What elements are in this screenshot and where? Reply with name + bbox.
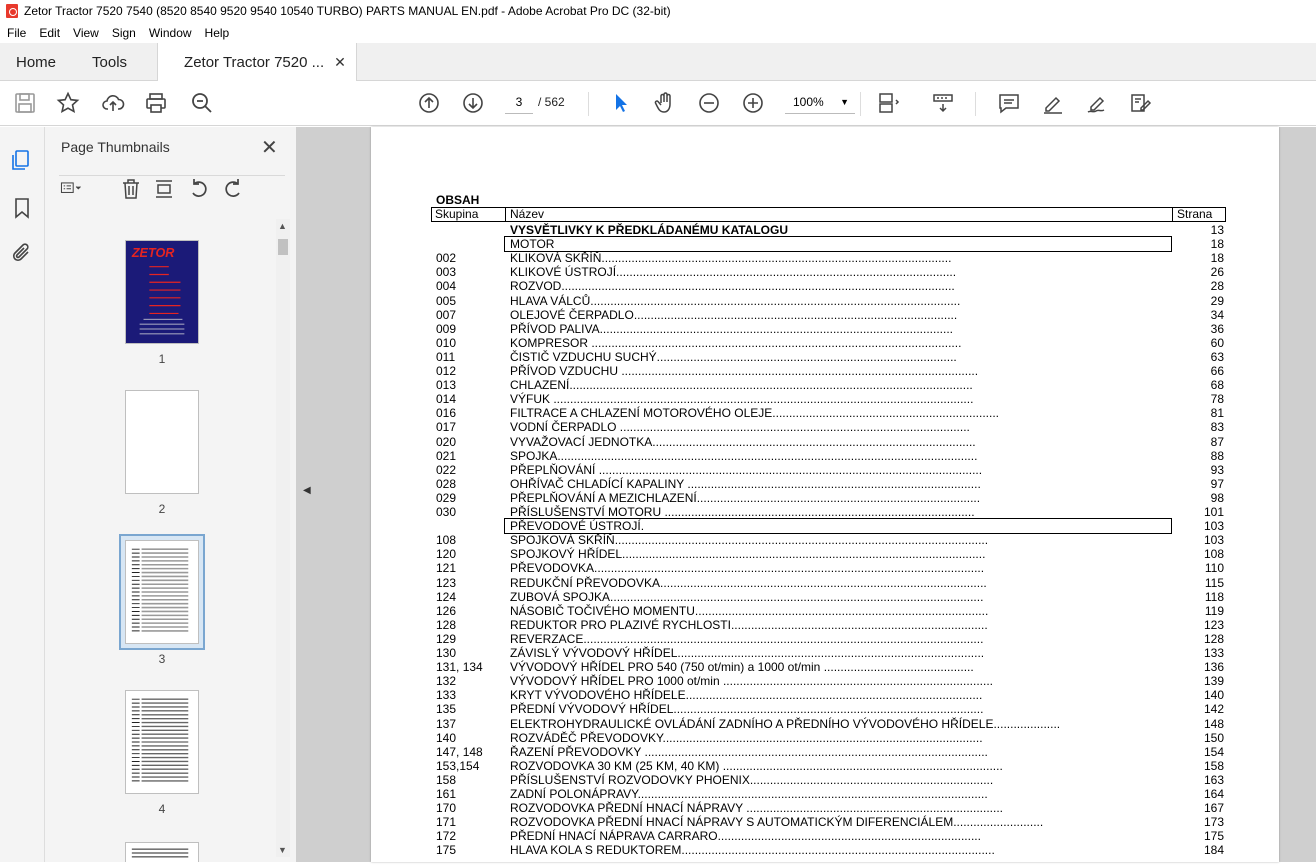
delete-trash-icon[interactable] [120, 178, 142, 200]
row-page-number: 103 [1203, 533, 1224, 548]
row-group-code: 132 [436, 674, 457, 689]
thumbnail-label: 2 [158, 502, 166, 516]
row-section-name: OHŘÍVAČ CHLADÍCÍ KAPALINY ........................................................................................ [510, 476, 981, 491]
table-row [431, 350, 1226, 364]
row-group-code: 126 [436, 603, 457, 618]
col-group-header: Skupina [435, 207, 479, 221]
table-row [431, 646, 1226, 660]
row-page-number: 13 [1210, 223, 1224, 237]
row-group-code: 123 [436, 575, 457, 590]
row-page-number: 173 [1203, 815, 1224, 830]
row-page-number: 34 [1210, 307, 1224, 322]
table-row [431, 237, 1226, 251]
rotate-clockwise-icon[interactable] [222, 178, 244, 200]
row-page-number: 133 [1203, 646, 1224, 660]
row-group-code: 128 [436, 617, 457, 632]
row-section-name: VÝVODOVÝ HŘÍDEL PRO 1000 ot/min ................................................................................. [510, 674, 994, 689]
table-row [431, 801, 1226, 815]
panel-title: Page Thumbnails [61, 139, 170, 155]
row-page-number: 26 [1210, 265, 1224, 280]
upload-cloud-icon[interactable] [100, 90, 126, 116]
row-section-name: KLIKOVÉ ÚSTROJÍ...................................................................................................... [510, 265, 957, 280]
column-divider [1172, 208, 1173, 221]
row-section-name: ZUBOVÁ SPOJKA................................................................................................................ [510, 589, 984, 604]
row-section-name: VÝFUK .............................................................................................................................. [510, 392, 974, 407]
table-row [431, 223, 1226, 237]
comment-icon[interactable] [996, 90, 1022, 116]
previous-page-icon[interactable] [416, 90, 442, 116]
row-page-number: 97 [1210, 476, 1224, 491]
toc-heading: OBSAH [436, 193, 480, 207]
edit-stamp-icon[interactable] [1128, 90, 1154, 116]
row-section-name: FILTRACE A CHLAZENÍ MOTOROVÉHO OLEJE.................................................................... [510, 406, 999, 421]
scroll-up-icon[interactable]: ▲ [278, 221, 287, 231]
zoom-level-select[interactable] [785, 90, 855, 114]
page-fit-icon[interactable] [875, 90, 901, 116]
row-group-code: 017 [436, 420, 457, 435]
row-section-name: OLEJOVÉ ČERPADLO................................................................................................. [510, 307, 958, 322]
row-group-code: 029 [436, 490, 457, 505]
bookmark-icon[interactable] [10, 196, 34, 220]
table-row [431, 308, 1226, 322]
row-page-number: 78 [1210, 392, 1224, 407]
panel-close-icon[interactable]: ✕ [261, 137, 278, 159]
hand-pan-icon[interactable] [652, 90, 678, 116]
table-row [431, 815, 1226, 829]
row-section-name: VODNÍ ČERPADLO ......................................................................................................... [510, 420, 970, 435]
row-page-number: 150 [1203, 730, 1224, 745]
select-cursor-icon[interactable] [607, 90, 633, 116]
thumbnail-page-1[interactable] [125, 240, 199, 344]
extract-page-icon[interactable] [153, 178, 175, 200]
table-row [431, 477, 1226, 491]
row-section-name: ČISTIČ VZDUCHU SUCHÝ.......................................................................................... [510, 349, 957, 364]
tab-home[interactable]: Home [16, 53, 57, 71]
table-row [431, 618, 1226, 632]
row-page-number: 68 [1210, 378, 1224, 393]
row-section-name: NÁSOBIČ TOČIVÉHO MOMENTU........................................................................................ [510, 603, 989, 618]
row-group-code: 004 [436, 279, 457, 294]
table-row [431, 265, 1226, 279]
row-group-code: 161 [436, 787, 457, 801]
row-group-code: 133 [436, 688, 457, 703]
thumbnail-label: 3 [158, 652, 166, 666]
acrobat-pdf-icon [6, 4, 18, 18]
row-group-code: 108 [436, 533, 457, 548]
col-name-header: Název [510, 207, 545, 221]
row-section-name: VYVAŽOVACÍ JEDNOTKA................................................................................................. [510, 434, 976, 449]
menu-window[interactable]: Window [148, 25, 192, 40]
col-page-header: Strana [1177, 207, 1213, 221]
row-section-name: PŘÍVOD VZDUCHU ........................................................................................................... [510, 364, 979, 378]
table-row [431, 519, 1226, 533]
row-section-name: SPOJKOVÝ HŘÍDEL............................................................................................................. [510, 547, 986, 562]
row-page-number: 83 [1210, 420, 1224, 435]
chevron-down-icon: ▼ [840, 97, 849, 107]
row-group-code: 030 [436, 505, 457, 519]
row-section-name: ROZVODOVKA PŘEDNÍ HNACÍ NÁPRAVY ............................................................................. [510, 801, 1003, 816]
table-row [431, 364, 1226, 378]
row-section-name: VYSVĚTLIVKY K PŘEDKLÁDANÉMU KATALOGU [510, 223, 789, 237]
scrollbar-thumb[interactable] [278, 239, 288, 255]
row-page-number: 98 [1210, 490, 1224, 505]
row-page-number: 101 [1203, 505, 1224, 519]
table-row [431, 322, 1226, 336]
draw-freehand-icon[interactable] [1084, 90, 1110, 116]
row-group-code: 175 [436, 843, 457, 858]
attachment-paperclip-icon[interactable] [10, 242, 34, 266]
tab-tools[interactable]: Tools [92, 53, 128, 71]
row-section-name: MOTOR [504, 236, 1172, 252]
toc-header-row [431, 207, 1226, 222]
row-page-number: 158 [1203, 758, 1224, 773]
row-section-name: PŘEVODOVKA..................................................................................................................... [510, 561, 985, 576]
table-row [431, 674, 1226, 688]
row-section-name: VÝVODOVÝ HŘÍDEL PRO 540 (750 ot/min) a 1000 ot/min ............................................. [510, 660, 974, 675]
zoom-out-icon[interactable] [696, 90, 722, 116]
row-page-number: 118 [1204, 589, 1224, 604]
table-row [431, 463, 1226, 477]
row-page-number: 103 [1203, 519, 1224, 534]
row-section-name: ŘAZENÍ PŘEVODOVKY ....................................................................................................... [510, 744, 988, 759]
row-group-code: 120 [436, 547, 457, 562]
row-section-name: PŘEPLŇOVÁNÍ A MEZICHLAZENÍ..................................................................................... [510, 490, 981, 505]
table-row [431, 406, 1226, 420]
next-page-icon[interactable] [460, 90, 486, 116]
column-divider [505, 208, 506, 221]
save-icon[interactable] [12, 90, 38, 116]
row-page-number: 164 [1203, 787, 1224, 801]
row-page-number: 28 [1210, 279, 1224, 294]
thumbnail-label: 4 [158, 802, 166, 816]
table-row [431, 561, 1226, 575]
thumbnail-label: 1 [158, 352, 166, 366]
row-group-code: 170 [436, 801, 457, 816]
scroll-mode-icon[interactable] [930, 90, 956, 116]
title-bar [0, 0, 1316, 22]
row-page-number: 18 [1210, 237, 1224, 252]
row-group-code: 003 [436, 265, 457, 280]
row-page-number: 63 [1210, 349, 1224, 364]
row-section-name: SPOJKA.............................................................................................................................. [510, 448, 978, 463]
table-row [431, 787, 1226, 801]
row-group-code: 012 [436, 364, 457, 378]
collapse-panel-icon[interactable]: ◀ [303, 485, 311, 496]
table-row [431, 731, 1226, 745]
thumbnail-options-icon[interactable] [60, 180, 82, 202]
toolbar-divider [860, 92, 861, 116]
row-group-code: 121 [436, 561, 457, 576]
table-row [431, 717, 1226, 731]
row-page-number: 123 [1203, 617, 1224, 632]
row-group-code: 009 [436, 321, 457, 336]
page-total: / 562 [538, 95, 565, 109]
table-row [431, 604, 1226, 618]
row-page-number: 93 [1210, 462, 1224, 477]
row-section-name: PŘEDNÍ VÝVODOVÝ HŘÍDEL............................................................................................. [510, 702, 984, 717]
row-page-number: 128 [1203, 631, 1224, 646]
row-group-code: 124 [436, 589, 457, 604]
table-row [431, 759, 1226, 773]
row-group-code: 020 [436, 434, 457, 449]
tab-document[interactable] [157, 43, 357, 82]
rotate-counterclockwise-icon[interactable] [188, 178, 210, 200]
row-group-code: 022 [436, 462, 457, 477]
row-group-code: 131, 134 [436, 660, 483, 675]
row-section-name: ROZVÁDĚČ PŘEVODOVKY................................................................................................ [510, 730, 983, 745]
zoom-in-icon[interactable] [740, 90, 766, 116]
table-row [431, 392, 1226, 406]
table-row [431, 279, 1226, 293]
row-section-name: PŘÍSLUŠENSTVÍ MOTORU ............................................................................................. [510, 505, 975, 519]
table-row [431, 533, 1226, 547]
window-title: Zetor Tractor 7520 7540 (8520 8540 9520 9540 10540 TURBO) PARTS MANUAL EN.pdf - Adobe Acrobat Pro DC (32-bit) [24, 4, 671, 18]
row-section-name: CHLAZENÍ......................................................................................................................... [510, 378, 973, 393]
thumbnail-page-3[interactable] [125, 540, 199, 644]
row-page-number: 81 [1210, 406, 1224, 421]
row-page-number: 142 [1203, 702, 1224, 717]
pdf-page [371, 127, 1279, 862]
toolbar-divider [588, 92, 589, 116]
table-row [431, 843, 1226, 857]
zetor-logo-text: ZETOR [131, 245, 175, 260]
thumbnail-page-5[interactable] [125, 842, 199, 862]
row-group-code: 171 [436, 815, 457, 830]
row-section-name: KRYT VÝVODOVÉHO HŘÍDELE......................................................................................... [510, 688, 983, 703]
row-section-name: ZÁVISLÝ VÝVODOVÝ HŘÍDEL............................................................................................ [510, 646, 985, 660]
table-row [431, 336, 1226, 350]
table-row [431, 547, 1226, 561]
tab-close-icon[interactable]: ✕ [334, 54, 346, 70]
page-thumbnails-icon[interactable] [10, 148, 34, 172]
row-page-number: 119 [1204, 603, 1224, 618]
row-page-number: 167 [1203, 801, 1224, 816]
row-group-code: 140 [436, 730, 457, 745]
row-group-code: 021 [436, 448, 457, 463]
row-section-name: ROZVOD...................................................................................................................... [510, 279, 955, 294]
row-group-code: 130 [436, 646, 457, 660]
row-section-name: KOMPRESOR ............................................................................................................... [510, 335, 962, 350]
table-row [431, 251, 1226, 265]
menu-help[interactable]: Help [204, 25, 230, 40]
row-page-number: 154 [1203, 744, 1224, 759]
row-page-number: 87 [1210, 434, 1224, 449]
row-group-code: 016 [436, 406, 457, 421]
table-row [431, 702, 1226, 716]
menu-bar [0, 22, 1316, 43]
menu-sign[interactable]: Sign [111, 25, 136, 40]
table-row [431, 435, 1226, 449]
row-page-number: 60 [1210, 335, 1224, 350]
table-row [431, 449, 1226, 463]
row-group-code: 137 [436, 716, 457, 731]
table-row [431, 688, 1226, 702]
zoom-level-value: 100% [793, 95, 824, 109]
row-section-name: HLAVA KOLA S REDUKTOREM.............................................................................................. [510, 843, 995, 858]
table-row [431, 660, 1226, 674]
row-section-name: REDUKČNÍ PŘEVODOVKA.................................................................................................. [510, 575, 987, 590]
row-group-code: 005 [436, 293, 457, 308]
table-row [431, 590, 1226, 604]
tab-bar [0, 43, 1316, 81]
row-section-name: KLIKOVÁ SKŘÍŇ......................................................................................................... [510, 251, 952, 266]
row-page-number: 66 [1210, 364, 1224, 378]
row-section-name: REDUKTOR PRO PLAZIVÉ RYCHLOSTI............................................................................. [510, 617, 988, 632]
thumbnail-page-4[interactable] [125, 690, 199, 794]
row-section-name: PŘEVODOVÉ ÚSTROJÍ. [504, 518, 1172, 534]
row-section-name: PŘEPLŇOVÁNÍ ................................................................................................................... [510, 462, 983, 477]
toolbar-divider [975, 92, 976, 116]
row-page-number: 88 [1210, 448, 1224, 463]
row-page-number: 29 [1210, 293, 1224, 308]
table-row [431, 491, 1226, 505]
row-group-code: 011 [436, 349, 456, 364]
row-section-name: ROZVODOVKA PŘEDNÍ HNACÍ NÁPRAVY S AUTOMATICKÝM DIFERENCIÁLEM........................... [510, 815, 1044, 830]
table-row [431, 773, 1226, 787]
row-page-number: 148 [1203, 716, 1224, 731]
row-page-number: 163 [1203, 772, 1224, 787]
row-section-name: REVERZACE........................................................................................................................ [510, 631, 984, 646]
tab-document-label: Zetor Tractor 7520 ... [184, 54, 325, 71]
row-section-name: ROZVODOVKA 30 KM (25 KM, 40 KM) .................................................................................... [510, 758, 1003, 773]
table-row [431, 378, 1226, 392]
row-section-name: PŘÍVOD PALIVA.......................................................................................................... [510, 321, 953, 336]
row-section-name: PŘÍSLUŠENSTVÍ ROZVODOVKY PHOENIX......................................................................... [510, 772, 994, 787]
highlight-pen-icon[interactable] [1040, 90, 1066, 116]
print-icon[interactable] [143, 90, 169, 116]
zoom-search-icon[interactable] [189, 90, 215, 116]
row-page-number: 18 [1210, 251, 1224, 266]
row-group-code: 002 [436, 251, 457, 266]
row-page-number: 136 [1203, 660, 1224, 675]
table-row [431, 829, 1226, 843]
menu-view[interactable]: View [73, 25, 99, 40]
row-group-code: 007 [436, 307, 457, 322]
row-group-code: 135 [436, 702, 457, 717]
row-group-code: 129 [436, 631, 457, 646]
row-group-code: 158 [436, 772, 457, 787]
row-section-name: SPOJKOVÁ SKŘÍŇ................................................................................................................ [510, 533, 989, 548]
row-page-number: 140 [1203, 688, 1224, 703]
thumbnails-scrollbar[interactable] [276, 219, 290, 857]
row-page-number: 110 [1204, 561, 1224, 576]
row-section-name: HLAVA VÁLCŮ............................................................................................................... [510, 293, 961, 308]
menu-file[interactable]: File [7, 25, 27, 40]
row-group-code: 147, 148 [436, 744, 483, 759]
table-row [431, 420, 1226, 434]
row-page-number: 184 [1203, 843, 1224, 858]
table-row [431, 294, 1226, 308]
row-group-code: 010 [436, 335, 457, 350]
thumbnail-page-2[interactable] [125, 390, 199, 494]
page-number-input[interactable]: 3 [505, 90, 533, 114]
row-page-number: 139 [1203, 674, 1224, 689]
row-group-code: 153,154 [436, 758, 480, 773]
row-group-code: 172 [436, 829, 457, 844]
table-row [431, 745, 1226, 759]
star-bookmark-icon[interactable] [55, 90, 81, 116]
table-row [431, 505, 1226, 519]
row-page-number: 108 [1203, 547, 1224, 562]
row-section-name: ELEKTROHYDRAULICKÉ OVLÁDÁNÍ ZADNÍHO A PŘEDNÍHO VÝVODOVÉHO HŘÍDELE.................... [510, 716, 1061, 731]
row-group-code: 028 [436, 476, 457, 491]
row-section-name: PŘEDNÍ HNACÍ NÁPRAVA CARRARO............................................................................... [510, 829, 981, 844]
scroll-down-icon[interactable]: ▼ [278, 845, 287, 855]
row-page-number: 115 [1204, 575, 1224, 590]
menu-edit[interactable]: Edit [39, 25, 61, 40]
row-section-name: ZADNÍ POLONÁPRAVY......................................................................................................... [510, 787, 988, 801]
left-rail [0, 127, 45, 862]
table-row [431, 632, 1226, 646]
row-group-code: 013 [436, 378, 457, 393]
table-row [431, 576, 1226, 590]
row-page-number: 36 [1210, 321, 1224, 336]
row-page-number: 175 [1203, 829, 1224, 844]
row-group-code: 014 [436, 392, 457, 407]
